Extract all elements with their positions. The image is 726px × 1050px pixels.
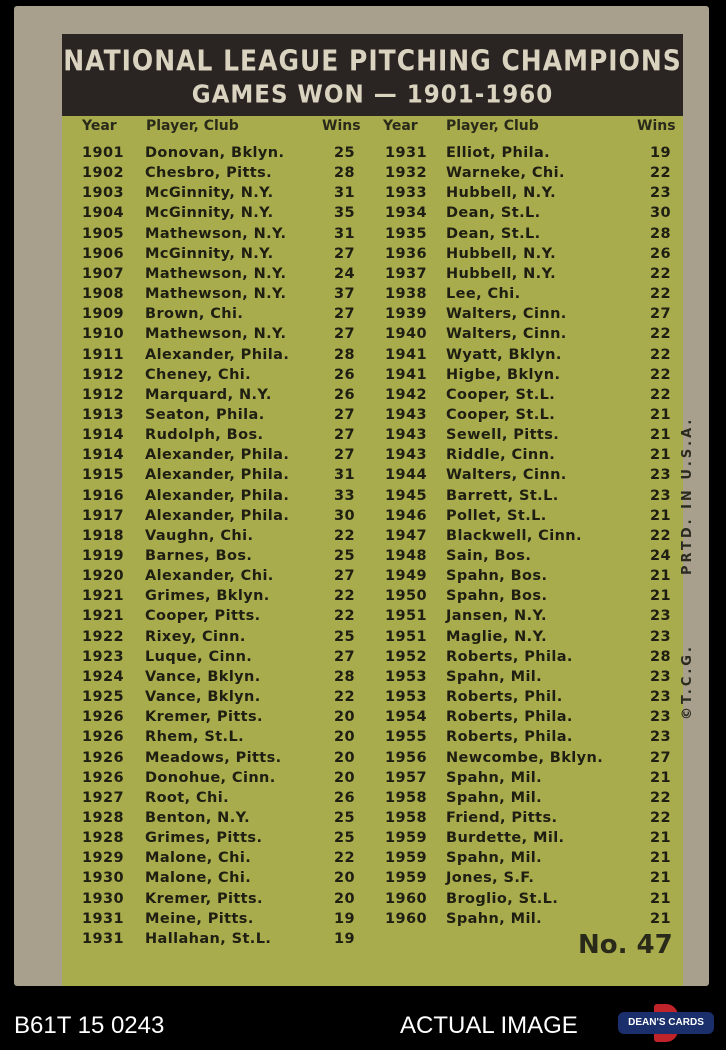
year-cell: 1945: [385, 487, 427, 504]
logo-text: DEAN'S CARDS: [618, 1012, 714, 1034]
year-cell: 1957: [385, 769, 427, 786]
player-cell: Mathewson, N.Y.: [145, 225, 287, 242]
table-row: [0, 306, 726, 326]
year-cell: 1931: [82, 910, 124, 927]
wins-cell: 21: [650, 850, 671, 867]
year-cell: 1958: [385, 789, 427, 806]
card-title: NATIONAL LEAGUE PITCHING CHAMPIONS: [63, 43, 682, 78]
year-cell: 1931: [82, 930, 124, 947]
year-cell: 1903: [82, 185, 124, 202]
player-cell: Higbe, Bklyn.: [446, 366, 561, 383]
year-cell: 1902: [82, 165, 124, 182]
player-cell: Spahn, Mil.: [446, 769, 543, 786]
player-cell: Walters, Cinn.: [446, 467, 567, 484]
player-cell: Warneke, Chi.: [446, 165, 565, 182]
player-cell: Barrett, St.L.: [446, 487, 559, 504]
year-cell: 1934: [385, 205, 427, 222]
year-cell: 1943: [385, 427, 427, 444]
player-cell: Dean, St.L.: [446, 225, 541, 242]
table-row: [0, 548, 726, 568]
col-year-right: Year: [383, 118, 418, 134]
wins-cell: 27: [650, 306, 671, 323]
printed-in-usa-text: PRTD. IN U.S.A.: [680, 416, 695, 575]
player-cell: Alexander, Phila.: [145, 467, 290, 484]
wins-cell: 30: [334, 507, 355, 524]
year-cell: 1928: [82, 830, 124, 847]
wins-cell: 27: [334, 326, 355, 343]
player-cell: Roberts, Phil.: [446, 689, 563, 706]
wins-cell: 25: [334, 809, 355, 826]
table-row: [0, 750, 726, 770]
year-cell: 1926: [82, 729, 124, 746]
table-row: [0, 326, 726, 346]
year-cell: 1950: [385, 588, 427, 605]
year-cell: 1931: [385, 145, 427, 161]
table-row: [0, 467, 726, 487]
player-cell: Malone, Chi.: [145, 850, 252, 867]
player-cell: Malone, Chi.: [145, 870, 252, 887]
year-cell: 1953: [385, 668, 427, 685]
wins-cell: 28: [334, 165, 355, 182]
year-cell: 1938: [385, 286, 427, 303]
player-cell: Kremer, Pitts.: [145, 890, 263, 907]
year-cell: 1921: [82, 608, 124, 625]
table-row: [0, 911, 726, 931]
wins-cell: 20: [334, 709, 355, 726]
wins-cell: 27: [650, 749, 671, 766]
year-cell: 1923: [82, 648, 124, 665]
col-wins-right: Wins: [637, 118, 676, 134]
year-cell: 1936: [385, 245, 427, 262]
wins-cell: 22: [650, 165, 671, 182]
player-cell: Broglio, St.L.: [446, 890, 559, 907]
player-cell: Mathewson, N.Y.: [145, 265, 287, 282]
wins-cell: 23: [650, 185, 671, 202]
year-cell: 1913: [82, 406, 124, 423]
player-cell: Hubbell, N.Y.: [446, 245, 556, 262]
player-cell: Friend, Pitts.: [446, 809, 558, 826]
col-player-left: Player, Club: [146, 118, 239, 134]
year-cell: 1918: [82, 527, 124, 544]
player-cell: Vance, Bklyn.: [145, 689, 261, 706]
player-cell: Maglie, N.Y.: [446, 628, 547, 645]
wins-cell: 27: [334, 306, 355, 323]
player-cell: Rixey, Cinn.: [145, 628, 246, 645]
table-row: [0, 185, 726, 205]
year-cell: 1942: [385, 386, 427, 403]
player-cell: Roberts, Phila.: [446, 709, 573, 726]
year-cell: 1955: [385, 729, 427, 746]
table-row: [0, 770, 726, 790]
player-cell: Benton, N.Y.: [145, 809, 251, 826]
wins-cell: 20: [334, 870, 355, 887]
player-cell: Marquard, N.Y.: [145, 386, 272, 403]
player-cell: Chesbro, Pitts.: [145, 165, 273, 182]
wins-cell: 22: [650, 286, 671, 303]
year-cell: 1939: [385, 306, 427, 323]
wins-cell: 20: [334, 890, 355, 907]
player-cell: Vance, Bklyn.: [145, 668, 261, 685]
card-subtitle: GAMES WON — 1901-1960: [191, 80, 554, 110]
table-row: [0, 286, 726, 306]
wins-cell: 27: [334, 427, 355, 444]
deans-cards-logo: [618, 1004, 714, 1044]
year-cell: 1932: [385, 165, 427, 182]
year-cell: 1907: [82, 265, 124, 282]
table-row: [0, 205, 726, 225]
wins-cell: 24: [650, 548, 671, 564]
player-cell: Donohue, Cinn.: [145, 769, 276, 786]
wins-cell: 23: [650, 628, 671, 645]
wins-cell: 23: [650, 689, 671, 706]
wins-cell: 24: [334, 265, 355, 282]
year-cell: 1917: [82, 507, 124, 524]
wins-cell: 21: [650, 507, 671, 524]
wins-cell: 26: [650, 245, 671, 262]
table-row: [0, 347, 726, 367]
player-cell: Hubbell, N.Y.: [446, 265, 556, 282]
year-cell: 1928: [82, 809, 124, 826]
wins-cell: 21: [650, 447, 671, 464]
wins-cell: 23: [650, 608, 671, 625]
table-row: [0, 830, 726, 850]
wins-cell: 25: [334, 628, 355, 645]
wins-cell: 21: [650, 910, 671, 927]
year-cell: 1910: [82, 326, 124, 343]
player-cell: Rudolph, Bos.: [145, 427, 264, 444]
year-cell: 1954: [385, 709, 427, 726]
player-cell: Elliot, Phila.: [446, 145, 551, 161]
wins-cell: 19: [334, 910, 355, 927]
year-cell: 1956: [385, 749, 427, 766]
year-cell: 1947: [385, 527, 427, 544]
copyright-text: ©T.C.G.: [680, 644, 695, 720]
year-cell: 1959: [385, 850, 427, 867]
player-cell: Brown, Chi.: [145, 306, 244, 323]
wins-cell: 22: [650, 527, 671, 544]
wins-cell: 26: [334, 789, 355, 806]
col-year-left: Year: [82, 118, 117, 134]
table-row: [0, 387, 726, 407]
player-cell: Wyatt, Bklyn.: [446, 346, 562, 363]
player-cell: Alexander, Phila.: [145, 447, 290, 464]
wins-cell: 20: [334, 769, 355, 786]
table-row: [0, 266, 726, 286]
card-header: [62, 34, 683, 116]
player-cell: Grimes, Bklyn.: [145, 588, 270, 605]
year-cell: 1914: [82, 447, 124, 464]
player-cell: McGinnity, N.Y.: [145, 205, 274, 222]
player-cell: Hubbell, N.Y.: [446, 185, 556, 202]
year-cell: 1926: [82, 749, 124, 766]
year-cell: 1933: [385, 185, 427, 202]
wins-cell: 21: [650, 568, 671, 585]
wins-cell: 26: [334, 386, 355, 403]
wins-cell: 37: [334, 286, 355, 303]
wins-cell: 27: [334, 447, 355, 464]
player-cell: Cooper, St.L.: [446, 386, 556, 403]
year-cell: 1935: [385, 225, 427, 242]
year-cell: 1941: [385, 366, 427, 383]
year-cell: 1926: [82, 709, 124, 726]
player-cell: Donovan, Bklyn.: [145, 145, 285, 161]
year-cell: 1922: [82, 628, 124, 645]
player-cell: Lee, Chi.: [446, 286, 521, 303]
card-number: No. 47: [578, 930, 673, 960]
player-cell: Walters, Cinn.: [446, 306, 567, 323]
wins-cell: 28: [334, 346, 355, 363]
wins-cell: 23: [650, 668, 671, 685]
wins-cell: 21: [650, 769, 671, 786]
year-cell: 1904: [82, 205, 124, 222]
player-cell: Blackwell, Cinn.: [446, 527, 582, 544]
year-cell: 1949: [385, 568, 427, 585]
year-cell: 1906: [82, 245, 124, 262]
year-cell: 1912: [82, 386, 124, 403]
wins-cell: 22: [650, 809, 671, 826]
player-cell: Walters, Cinn.: [446, 326, 567, 343]
wins-cell: 25: [334, 830, 355, 847]
table-row: [0, 689, 726, 709]
year-cell: 1959: [385, 870, 427, 887]
table-row: [0, 810, 726, 830]
wins-cell: 22: [334, 689, 355, 706]
wins-cell: 25: [334, 145, 355, 161]
player-cell: Sewell, Pitts.: [446, 427, 560, 444]
player-cell: Mathewson, N.Y.: [145, 286, 287, 303]
player-cell: Cheney, Chi.: [145, 366, 252, 383]
wins-cell: 20: [334, 749, 355, 766]
wins-cell: 28: [650, 225, 671, 242]
wins-cell: 31: [334, 185, 355, 202]
year-cell: 1929: [82, 850, 124, 867]
player-cell: Rhem, St.L.: [145, 729, 245, 746]
year-cell: 1914: [82, 427, 124, 444]
year-cell: 1948: [385, 548, 427, 564]
player-cell: Dean, St.L.: [446, 205, 541, 222]
year-cell: 1953: [385, 689, 427, 706]
year-cell: 1916: [82, 487, 124, 504]
table-row: [0, 729, 726, 749]
wins-cell: 23: [650, 487, 671, 504]
wins-cell: 22: [650, 386, 671, 403]
table-row: [0, 447, 726, 467]
year-cell: 1930: [82, 890, 124, 907]
wins-cell: 20: [334, 729, 355, 746]
wins-cell: 31: [334, 225, 355, 242]
player-cell: Spahn, Mil.: [446, 910, 543, 927]
wins-cell: 22: [334, 850, 355, 867]
player-cell: Meadows, Pitts.: [145, 749, 282, 766]
wins-cell: 26: [334, 366, 355, 383]
footer-code: B61T 15 0243: [14, 1012, 165, 1039]
year-cell: 1915: [82, 467, 124, 484]
player-cell: Alexander, Phila.: [145, 507, 290, 524]
player-cell: Hallahan, St.L.: [145, 930, 272, 947]
wins-cell: 27: [334, 406, 355, 423]
player-cell: McGinnity, N.Y.: [145, 185, 274, 202]
year-cell: 1921: [82, 588, 124, 605]
table-row: [0, 649, 726, 669]
year-cell: 1941: [385, 346, 427, 363]
wins-cell: 22: [334, 608, 355, 625]
table-row: [0, 427, 726, 447]
table-row: [0, 870, 726, 890]
table-row: [0, 165, 726, 185]
year-cell: 1960: [385, 910, 427, 927]
year-cell: 1924: [82, 668, 124, 685]
player-cell: Grimes, Pitts.: [145, 830, 263, 847]
year-cell: 1908: [82, 286, 124, 303]
table-row: [0, 407, 726, 427]
table-row: [0, 488, 726, 508]
year-cell: 1925: [82, 689, 124, 706]
year-cell: 1943: [385, 447, 427, 464]
wins-cell: 27: [334, 568, 355, 585]
player-cell: Cooper, St.L.: [446, 406, 556, 423]
wins-cell: 23: [650, 729, 671, 746]
wins-cell: 22: [334, 527, 355, 544]
wins-cell: 23: [650, 467, 671, 484]
player-cell: Spahn, Bos.: [446, 588, 548, 605]
table-row: [0, 528, 726, 548]
player-cell: Mathewson, N.Y.: [145, 326, 287, 343]
player-cell: Vaughn, Chi.: [145, 527, 254, 544]
wins-cell: 22: [334, 588, 355, 605]
player-cell: Barnes, Bos.: [145, 548, 253, 564]
player-cell: Alexander, Phila.: [145, 487, 290, 504]
year-cell: 1930: [82, 870, 124, 887]
table-row: [0, 226, 726, 246]
table-row: [0, 246, 726, 266]
wins-cell: 33: [334, 487, 355, 504]
player-cell: Roberts, Phila.: [446, 729, 573, 746]
player-cell: Sain, Bos.: [446, 548, 532, 564]
wins-cell: 21: [650, 588, 671, 605]
wins-cell: 19: [650, 145, 671, 161]
year-cell: 1926: [82, 769, 124, 786]
year-cell: 1960: [385, 890, 427, 907]
wins-cell: 21: [650, 406, 671, 423]
col-player-right: Player, Club: [446, 118, 539, 134]
table-row: [0, 588, 726, 608]
player-cell: Burdette, Mil.: [446, 830, 565, 847]
wins-cell: 21: [650, 890, 671, 907]
player-cell: Newcombe, Bklyn.: [446, 749, 604, 766]
wins-cell: 22: [650, 265, 671, 282]
table-row: [0, 568, 726, 588]
year-cell: 1951: [385, 628, 427, 645]
year-cell: 1912: [82, 366, 124, 383]
year-cell: 1959: [385, 830, 427, 847]
wins-cell: 19: [334, 930, 355, 947]
wins-cell: 30: [650, 205, 671, 222]
wins-cell: 27: [334, 648, 355, 665]
player-cell: Jansen, N.Y.: [446, 608, 547, 625]
player-cell: Spahn, Mil.: [446, 850, 543, 867]
col-wins-left: Wins: [322, 118, 361, 134]
year-cell: 1937: [385, 265, 427, 282]
table-row: [0, 850, 726, 870]
wins-cell: 22: [650, 366, 671, 383]
player-cell: Spahn, Mil.: [446, 789, 543, 806]
player-cell: Alexander, Chi.: [145, 568, 274, 585]
player-cell: Roberts, Phila.: [446, 648, 573, 665]
wins-cell: 35: [334, 205, 355, 222]
table-row: [0, 790, 726, 810]
wins-cell: 28: [650, 648, 671, 665]
table-row: [0, 709, 726, 729]
year-cell: 1943: [385, 406, 427, 423]
year-cell: 1909: [82, 306, 124, 323]
wins-cell: 28: [334, 668, 355, 685]
player-cell: Spahn, Mil.: [446, 668, 543, 685]
wins-cell: 21: [650, 427, 671, 444]
wins-cell: 27: [334, 245, 355, 262]
wins-cell: 22: [650, 346, 671, 363]
player-cell: Luque, Cinn.: [145, 648, 253, 665]
player-cell: Kremer, Pitts.: [145, 709, 263, 726]
year-cell: 1944: [385, 467, 427, 484]
player-cell: Riddle, Cinn.: [446, 447, 556, 464]
player-cell: Alexander, Phila.: [145, 346, 290, 363]
player-cell: Cooper, Pitts.: [145, 608, 261, 625]
year-cell: 1958: [385, 809, 427, 826]
table-row: [0, 145, 726, 165]
year-cell: 1905: [82, 225, 124, 242]
wins-cell: 21: [650, 870, 671, 887]
year-cell: 1946: [385, 507, 427, 524]
year-cell: 1911: [82, 346, 124, 363]
wins-cell: 31: [334, 467, 355, 484]
wins-cell: 23: [650, 709, 671, 726]
player-cell: Pollet, St.L.: [446, 507, 547, 524]
wins-cell: 22: [650, 326, 671, 343]
year-cell: 1927: [82, 789, 124, 806]
table-row: [0, 891, 726, 911]
player-cell: Seaton, Phila.: [145, 406, 265, 423]
year-cell: 1951: [385, 608, 427, 625]
player-cell: Jones, S.F.: [446, 870, 535, 887]
wins-cell: 25: [334, 548, 355, 564]
player-cell: Meine, Pitts.: [145, 910, 254, 927]
wins-cell: 22: [650, 789, 671, 806]
table-row: [0, 508, 726, 528]
table-row: [0, 608, 726, 628]
player-cell: Spahn, Bos.: [446, 568, 548, 585]
year-cell: 1901: [82, 145, 124, 161]
player-cell: Root, Chi.: [145, 789, 230, 806]
table-row: [0, 669, 726, 689]
wins-cell: 21: [650, 830, 671, 847]
year-cell: 1919: [82, 548, 124, 564]
table-row: [0, 367, 726, 387]
year-cell: 1920: [82, 568, 124, 585]
player-cell: McGinnity, N.Y.: [145, 245, 274, 262]
year-cell: 1952: [385, 648, 427, 665]
year-cell: 1940: [385, 326, 427, 343]
table-row: [0, 629, 726, 649]
footer-label: ACTUAL IMAGE: [400, 1012, 578, 1039]
